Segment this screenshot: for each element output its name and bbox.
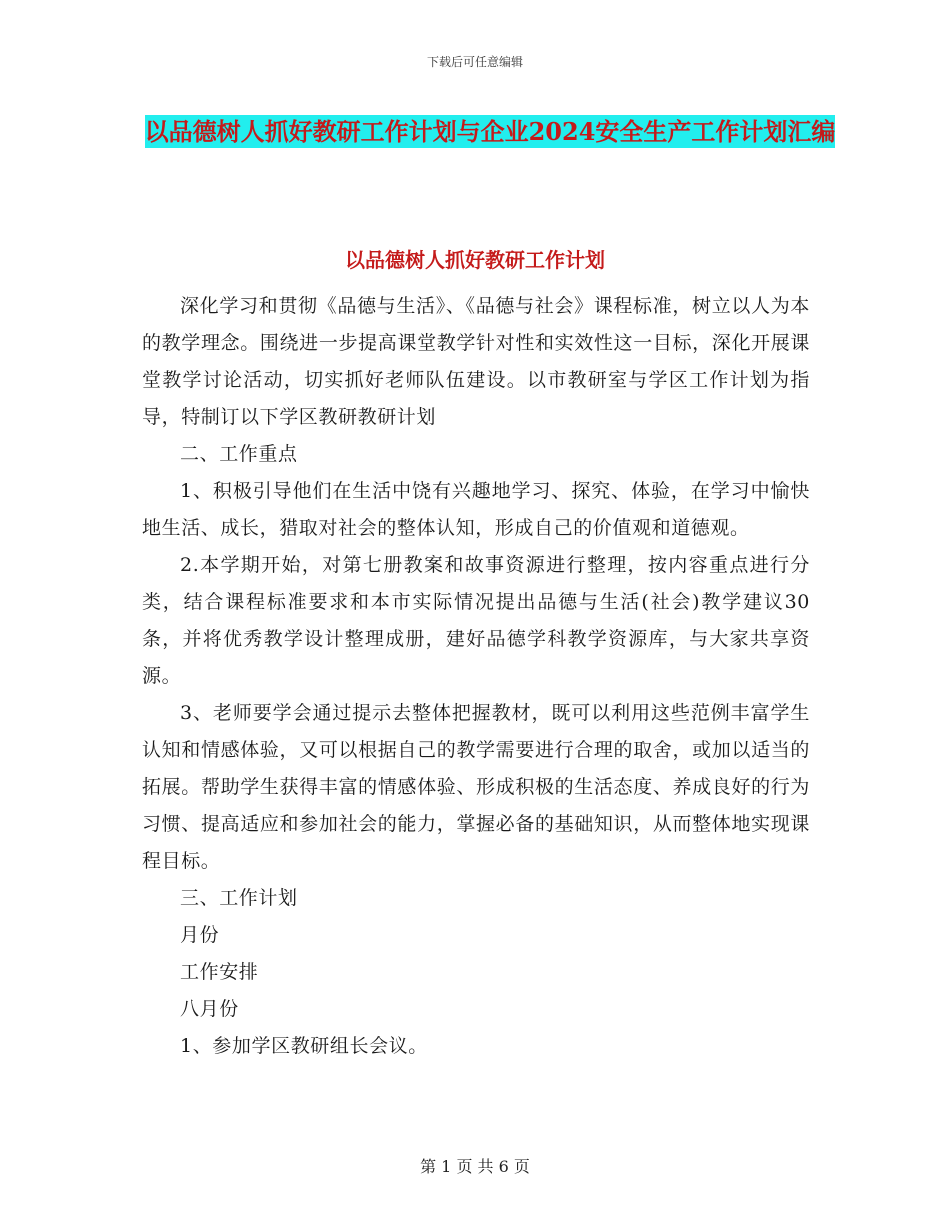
header-note: 下载后可任意编辑	[426, 55, 523, 69]
document-title	[140, 110, 840, 154]
page-footer: 第 1 页 共 6 页	[420, 1157, 530, 1176]
paragraph: 1、积极引导他们在生活中饶有兴趣地学习、探究、体验，在学习中愉快地生活、成长，猎取对社会的整体认知，形成自己的价值观和道德观。	[142, 480, 810, 539]
paragraph: 八月份	[180, 998, 239, 1020]
paragraph: 3、老师要学会通过提示去整体把握教材，既可以利用这些范例丰富学生认知和情感体验，又可以根据自己的教学需要进行合理的取舍，或加以适当的拓展。帮助学生获得丰富的情感体验、形成积极的生活态度、养成良好的行为习惯、提高适应和参加社会的能力，掌握必备的基础知识，从而整体地实现课程目标。	[142, 702, 810, 872]
paragraph: 月份	[180, 924, 220, 946]
paragraph: 工作安排	[180, 961, 259, 983]
document-title-text: 以品德树人抓好教研工作计划与企业2024安全生产工作计划汇编	[144, 117, 836, 146]
document-body	[142, 288, 810, 1065]
paragraph: 三、工作计划	[180, 887, 298, 909]
paragraph: 二、工作重点	[180, 443, 298, 465]
paragraph: 2.本学期开始，对第七册教案和故事资源进行整理，按内容重点进行分类，结合课程标准要求和本市实际情况提出品德与生活(社会)教学建议30条，并将优秀教学设计整理成册，建好品德学科教学资源库，与大家共享资源。	[142, 554, 810, 687]
paragraph: 深化学习和贯彻《品德与生活》、《品德与社会》课程标准，树立以人为本的教学理念。围绕进一步提高课堂教学针对性和实效性这一目标，深化开展课堂教学讨论活动，切实抓好老师队伍建设。以市教研室与学区工作计划为指导，特制订以下学区教研教研计划	[142, 295, 810, 428]
paragraph: 1、参加学区教研组长会议。	[180, 1035, 428, 1057]
section-title: 以品德树人抓好教研工作计划	[345, 248, 605, 272]
